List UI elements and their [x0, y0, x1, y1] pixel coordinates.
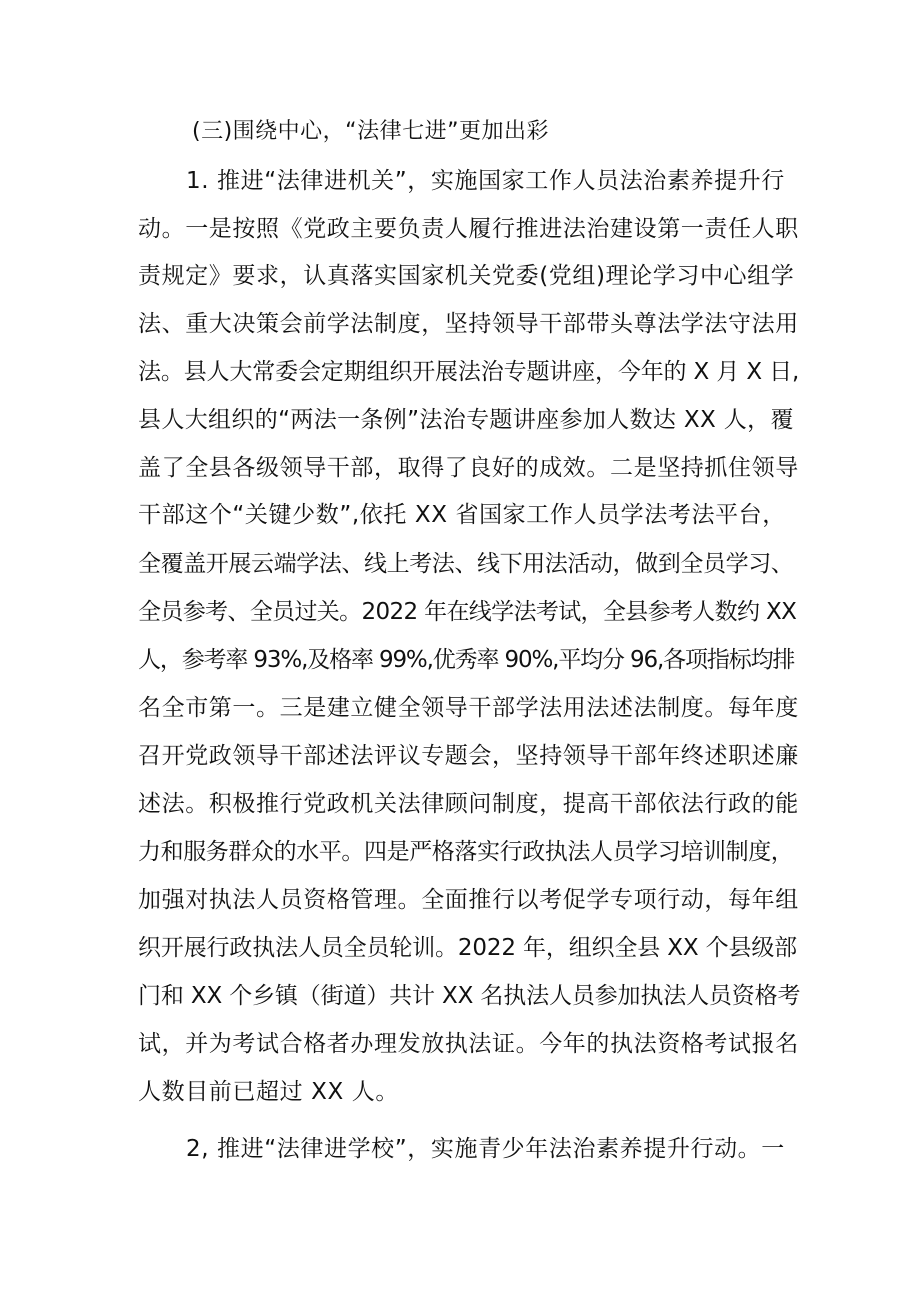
- paragraph-line: 动。一是按照《党政主要负责人履行推进法治建设第一责任人职: [138, 216, 799, 242]
- paragraph-line: 人数目前已超过 XX 人。: [138, 1079, 399, 1105]
- paragraph-line: 名全市第一。三是建立健全领导干部学法用法述法制度。每年度: [138, 695, 799, 721]
- section-heading: (三)围绕中心，“法律七进”更加出彩: [192, 119, 549, 144]
- paragraph-line: 加强对执法人员资格管理。全面推行以考促学专项行动，每年组: [138, 887, 799, 913]
- paragraph-line: 试，并为考试合格者办理发放执法证。今年的执法资格考试报名: [138, 1031, 799, 1057]
- paragraph-line: 县人大组织的“两法一条例”法治专题讲座参加人数达 XX 人，覆: [138, 407, 794, 433]
- paragraph-line: 人，参考率 93%,及格率 99%,优秀率 90%,平均分 96,各项指标均排: [138, 647, 795, 673]
- paragraph-line: 全覆盖开展云端学法、线上考法、线下用法活动，做到全员学习、: [138, 551, 794, 577]
- paragraph-line: 述法。积极推行党政机关法律顾问制度，提高干部依法行政的能: [138, 791, 799, 817]
- paragraph-line: 全员参考、全员过关。2022 年在线学法考试，全县参考人数约 XX: [138, 599, 797, 625]
- paragraph-line: 责规定》要求，认真落实国家机关党委(党组)理论学习中心组学: [138, 263, 795, 289]
- paragraph-line: 干部这个“关键少数”,依托 XX 省国家工作人员学法考法平台，: [138, 502, 786, 528]
- paragraph-line: 法。县人大常委会定期组织开展法治专题讲座，今年的 X 月 X 日,: [138, 359, 800, 385]
- paragraph-line: 门和 XX 个乡镇（街道）共计 XX 名执法人员参加执法人员资格考: [138, 983, 801, 1009]
- paragraph-line: 1. 推进“法律进机关”，实施国家工作人员法治素养提升行: [186, 168, 785, 194]
- paragraph-line: 织开展行政执法人员全员轮训。2022 年，组织全县 XX 个县级部: [138, 935, 798, 961]
- paragraph-line: 2, 推进“法律进学校”，实施青少年法治素养提升行动。一: [186, 1136, 785, 1162]
- paragraph-line: 力和服务群众的水平。四是严格落实行政执法人员学习培训制度，: [138, 839, 794, 865]
- paragraph-line: 法、重大决策会前学法制度，坚持领导干部带头尊法学法守法用: [138, 311, 799, 337]
- paragraph-line: 召开党政领导干部述法评议专题会，坚持领导干部年终述职述廉: [138, 743, 799, 769]
- paragraph-line: 盖了全县各级领导干部，取得了良好的成效。二是坚持抓住领导: [138, 455, 799, 481]
